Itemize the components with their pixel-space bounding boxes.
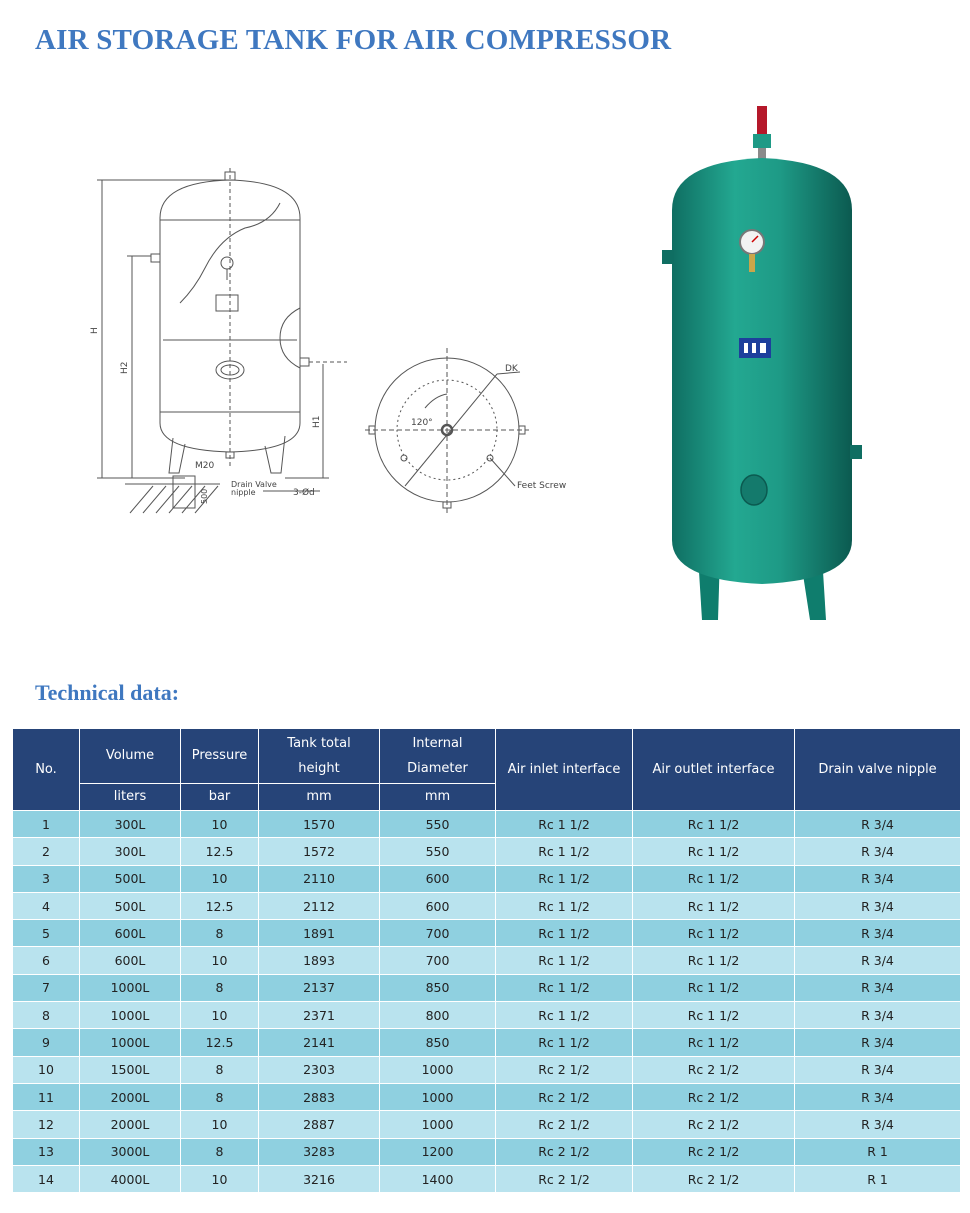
cell-air-outlet: Rc 1 1/2 — [633, 1029, 795, 1056]
cell-air-inlet: Rc 1 1/2 — [496, 974, 633, 1001]
table-row — [13, 947, 961, 974]
page-title: AIR STORAGE TANK FOR AIR COMPRESSOR — [35, 24, 672, 56]
cell-internal-diameter: 800 — [380, 1002, 496, 1029]
cell-drain-valve: R 3/4 — [795, 1083, 961, 1110]
table-row — [13, 1165, 961, 1192]
table-row — [13, 1029, 961, 1056]
cell-tank-height: 1572 — [259, 838, 380, 865]
label-angle: 120° — [411, 418, 433, 428]
cell-air-outlet: Rc 1 1/2 — [633, 811, 795, 838]
header-no: No. — [13, 729, 80, 811]
cell-drain-valve: R 3/4 — [795, 1056, 961, 1083]
table-row — [13, 1138, 961, 1165]
cell-no: 13 — [13, 1138, 80, 1165]
cell-no: 5 — [13, 920, 80, 947]
cell-tank-height: 3283 — [259, 1138, 380, 1165]
cell-internal-diameter: 850 — [380, 1029, 496, 1056]
cell-drain-valve: R 3/4 — [795, 920, 961, 947]
cell-volume: 1000L — [80, 974, 181, 1001]
cell-internal-diameter: 1400 — [380, 1165, 496, 1192]
table-row — [13, 1056, 961, 1083]
table-row — [13, 838, 961, 865]
cell-drain-valve: R 3/4 — [795, 1029, 961, 1056]
cell-no: 2 — [13, 838, 80, 865]
cell-air-inlet: Rc 2 1/2 — [496, 1138, 633, 1165]
cell-volume: 2000L — [80, 1111, 181, 1138]
label-feet-screw: Feet Screw — [517, 481, 567, 491]
cell-tank-height: 2137 — [259, 974, 380, 1001]
cell-volume: 2000L — [80, 1083, 181, 1110]
table-row — [13, 1002, 961, 1029]
cell-pressure: 10 — [181, 1002, 259, 1029]
cell-drain-valve: R 3/4 — [795, 892, 961, 919]
cell-tank-height: 1570 — [259, 811, 380, 838]
cell-air-inlet: Rc 2 1/2 — [496, 1111, 633, 1138]
label-h: H — [90, 327, 100, 334]
cell-internal-diameter: 550 — [380, 811, 496, 838]
cell-drain-valve: R 3/4 — [795, 974, 961, 1001]
cell-pressure: 8 — [181, 1083, 259, 1110]
label-drain-valve: Drain Valve — [231, 480, 277, 489]
cell-tank-height: 3216 — [259, 1165, 380, 1192]
cell-volume: 500L — [80, 892, 181, 919]
table-row — [13, 865, 961, 892]
unit-diameter: mm — [380, 784, 496, 811]
cell-internal-diameter: 700 — [380, 920, 496, 947]
cell-volume: 600L — [80, 947, 181, 974]
header-air-outlet: Air outlet interface — [633, 729, 795, 811]
label-h1: H1 — [312, 415, 322, 428]
cell-drain-valve: R 3/4 — [795, 811, 961, 838]
cell-no: 14 — [13, 1165, 80, 1192]
cell-tank-height: 2371 — [259, 1002, 380, 1029]
cell-no: 7 — [13, 974, 80, 1001]
cell-drain-valve: R 3/4 — [795, 1002, 961, 1029]
table-row — [13, 1111, 961, 1138]
table-row — [13, 974, 961, 1001]
header-air-inlet: Air inlet interface — [496, 729, 633, 811]
cell-tank-height: 2887 — [259, 1111, 380, 1138]
cell-tank-height: 1893 — [259, 947, 380, 974]
cell-no: 1 — [13, 811, 80, 838]
cell-no: 8 — [13, 1002, 80, 1029]
cell-pressure: 10 — [181, 811, 259, 838]
cell-pressure: 8 — [181, 920, 259, 947]
cell-air-outlet: Rc 2 1/2 — [633, 1111, 795, 1138]
table-row — [13, 920, 961, 947]
table-row — [13, 1083, 961, 1110]
cell-no: 10 — [13, 1056, 80, 1083]
cell-air-inlet: Rc 1 1/2 — [496, 838, 633, 865]
cell-internal-diameter: 600 — [380, 892, 496, 919]
label-dk: DK — [505, 364, 518, 374]
cell-air-outlet: Rc 1 1/2 — [633, 865, 795, 892]
cell-air-inlet: Rc 1 1/2 — [496, 811, 633, 838]
cell-no: 11 — [13, 1083, 80, 1110]
cell-pressure: 8 — [181, 1056, 259, 1083]
cell-air-outlet: Rc 2 1/2 — [633, 1165, 795, 1192]
cell-volume: 1500L — [80, 1056, 181, 1083]
cell-pressure: 8 — [181, 974, 259, 1001]
technical-drawing — [85, 168, 575, 528]
table-body — [13, 811, 961, 1193]
cell-pressure: 12.5 — [181, 1029, 259, 1056]
cell-pressure: 12.5 — [181, 892, 259, 919]
cell-air-outlet: Rc 1 1/2 — [633, 1002, 795, 1029]
cell-tank-height: 2112 — [259, 892, 380, 919]
cell-drain-valve: R 3/4 — [795, 865, 961, 892]
table-row — [13, 892, 961, 919]
cell-air-outlet: Rc 1 1/2 — [633, 892, 795, 919]
header-pressure: Pressure — [181, 729, 259, 784]
cell-internal-diameter: 1000 — [380, 1111, 496, 1138]
cell-air-inlet: Rc 1 1/2 — [496, 947, 633, 974]
cell-internal-diameter: 1200 — [380, 1138, 496, 1165]
cell-internal-diameter: 600 — [380, 865, 496, 892]
cell-volume: 4000L — [80, 1165, 181, 1192]
cell-air-inlet: Rc 2 1/2 — [496, 1056, 633, 1083]
table-header — [13, 729, 961, 811]
cell-internal-diameter: 850 — [380, 974, 496, 1001]
cell-pressure: 8 — [181, 1138, 259, 1165]
cell-volume: 300L — [80, 811, 181, 838]
label-feet-holes: 3-Ød — [293, 488, 315, 498]
label-m20: M20 — [195, 461, 215, 471]
cell-pressure: 10 — [181, 865, 259, 892]
unit-volume: liters — [80, 784, 181, 811]
label-h2: H2 — [120, 361, 130, 374]
cell-volume: 1000L — [80, 1029, 181, 1056]
cell-drain-valve: R 3/4 — [795, 1111, 961, 1138]
cell-internal-diameter: 1000 — [380, 1083, 496, 1110]
label-500: 500 — [200, 488, 209, 504]
cell-air-inlet: Rc 1 1/2 — [496, 1002, 633, 1029]
section-title: Technical data: — [35, 680, 180, 705]
cell-volume: 1000L — [80, 1002, 181, 1029]
cell-drain-valve: R 1 — [795, 1138, 961, 1165]
tank-photo — [640, 100, 880, 625]
header-internal-diameter-line2: Diameter — [407, 761, 468, 776]
header-tank-height-line1: Tank total — [287, 736, 351, 751]
label-nipple: nipple — [231, 488, 256, 497]
cell-internal-diameter: 700 — [380, 947, 496, 974]
cell-air-inlet: Rc 1 1/2 — [496, 1029, 633, 1056]
cell-air-outlet: Rc 2 1/2 — [633, 1083, 795, 1110]
header-drain-valve: Drain valve nipple — [795, 729, 961, 811]
cell-drain-valve: R 3/4 — [795, 838, 961, 865]
cell-drain-valve: R 3/4 — [795, 947, 961, 974]
cell-air-outlet: Rc 2 1/2 — [633, 1138, 795, 1165]
cell-tank-height: 1891 — [259, 920, 380, 947]
header-tank-height-line2: height — [298, 761, 340, 776]
cell-no: 3 — [13, 865, 80, 892]
table-row — [13, 811, 961, 838]
cell-tank-height: 2883 — [259, 1083, 380, 1110]
cell-air-outlet: Rc 1 1/2 — [633, 920, 795, 947]
cell-air-inlet: Rc 1 1/2 — [496, 865, 633, 892]
cell-pressure: 10 — [181, 947, 259, 974]
header-internal-diameter — [380, 729, 496, 784]
cell-no: 4 — [13, 892, 80, 919]
cell-volume: 500L — [80, 865, 181, 892]
technical-data-table — [12, 728, 961, 1193]
cell-internal-diameter: 550 — [380, 838, 496, 865]
cell-air-outlet: Rc 1 1/2 — [633, 947, 795, 974]
cell-tank-height: 2141 — [259, 1029, 380, 1056]
cell-no: 6 — [13, 947, 80, 974]
cell-air-inlet: Rc 1 1/2 — [496, 920, 633, 947]
cell-volume: 600L — [80, 920, 181, 947]
cell-drain-valve: R 1 — [795, 1165, 961, 1192]
cell-air-inlet: Rc 2 1/2 — [496, 1083, 633, 1110]
header-tank-height — [259, 729, 380, 784]
cell-tank-height: 2110 — [259, 865, 380, 892]
cell-air-outlet: Rc 1 1/2 — [633, 838, 795, 865]
cell-no: 12 — [13, 1111, 80, 1138]
cell-tank-height: 2303 — [259, 1056, 380, 1083]
cell-no: 9 — [13, 1029, 80, 1056]
cell-pressure: 12.5 — [181, 838, 259, 865]
cell-volume: 300L — [80, 838, 181, 865]
unit-height: mm — [259, 784, 380, 811]
cell-air-outlet: Rc 1 1/2 — [633, 974, 795, 1001]
cell-pressure: 10 — [181, 1165, 259, 1192]
header-internal-diameter-line1: Internal — [412, 736, 463, 751]
cell-volume: 3000L — [80, 1138, 181, 1165]
unit-pressure: bar — [181, 784, 259, 811]
cell-air-inlet: Rc 1 1/2 — [496, 892, 633, 919]
cell-pressure: 10 — [181, 1111, 259, 1138]
cell-internal-diameter: 1000 — [380, 1056, 496, 1083]
header-volume: Volume — [80, 729, 181, 784]
cell-air-inlet: Rc 2 1/2 — [496, 1165, 633, 1192]
cell-air-outlet: Rc 2 1/2 — [633, 1056, 795, 1083]
